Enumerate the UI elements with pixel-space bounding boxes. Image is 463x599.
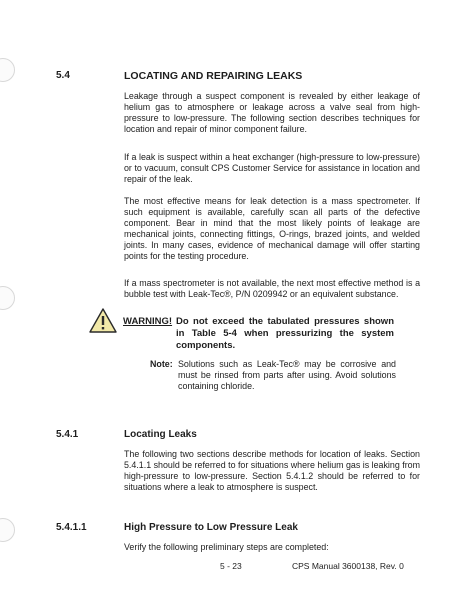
footer-manual-id: CPS Manual 3600138, Rev. 0 — [292, 561, 404, 571]
binder-hole-middle — [0, 286, 15, 310]
paragraph-locating-leaks: The following two sections describe methods for location of leaks. Section 5.4.1.1 should be referred to for situations where helium gas is leaking from high-pressure to low-pressure. Section 5.4.1.2 should be referred to for situations where a leak to atmosphere is suspect. — [124, 449, 420, 492]
section-5-4-1-number: 5.4.1 — [56, 429, 79, 440]
section-5-4-title: LOCATING AND REPAIRING LEAKS — [124, 70, 303, 82]
paragraph-leakage-intro: Leakage through a suspect component is revealed by either leakage of helium gas to atmosphere or leakage across a valve seal from high-pressure to low-pressure. The following section describes techniques for location and repair of minor component failure. — [124, 91, 420, 134]
section-5-4-1-1-title: High Pressure to Low Pressure Leak — [124, 522, 298, 533]
section-5-4-number: 5.4 — [56, 70, 70, 81]
footer-page-number: 5 - 23 — [220, 561, 242, 571]
paragraph-bubble-test: If a mass spectrometer is not available, the next most effective method is a bubble test with Leak-Tec®, P/N 0209942 or an equivalent substance. — [124, 278, 420, 299]
note-label: Note: — [150, 359, 173, 369]
note-text: Solutions such as Leak-Tec® may be corrosive and must be rinsed from parts after using. Avoid solutions containing chloride. — [178, 359, 396, 391]
section-5-4-1-1-number: 5.4.1.1 — [56, 522, 87, 533]
section-5-4-1-title: Locating Leaks — [124, 429, 197, 440]
binder-hole-bottom — [0, 518, 15, 542]
binder-hole-top — [0, 58, 15, 82]
warning-triangle-icon — [88, 307, 118, 335]
paragraph-mass-spectrometer: The most effective means for leak detection is a mass spectrometer. If such equipment is available, carefully scan all parts of the defective component. Bear in mind that the most likely points of leakage are mechanical joints, connecting fittings, O-rings, brazed joints, and welded joints. In many cases, evidence of mechanical damage will offer starting points for the testing procedure. — [124, 196, 420, 261]
warning-label: WARNING! — [123, 316, 173, 327]
paragraph-heat-exchanger: If a leak is suspect within a heat exchanger (high-pressure to low-pressure) or to vacuum, consult CPS Customer Service for assistance in location and repair of the leak. — [124, 152, 420, 184]
warning-text: Do not exceed the tabulated pressures shown in Table 5-4 when pressurizing the system components. — [176, 316, 394, 351]
paragraph-preliminary-steps: Verify the following preliminary steps are completed: — [124, 542, 329, 552]
